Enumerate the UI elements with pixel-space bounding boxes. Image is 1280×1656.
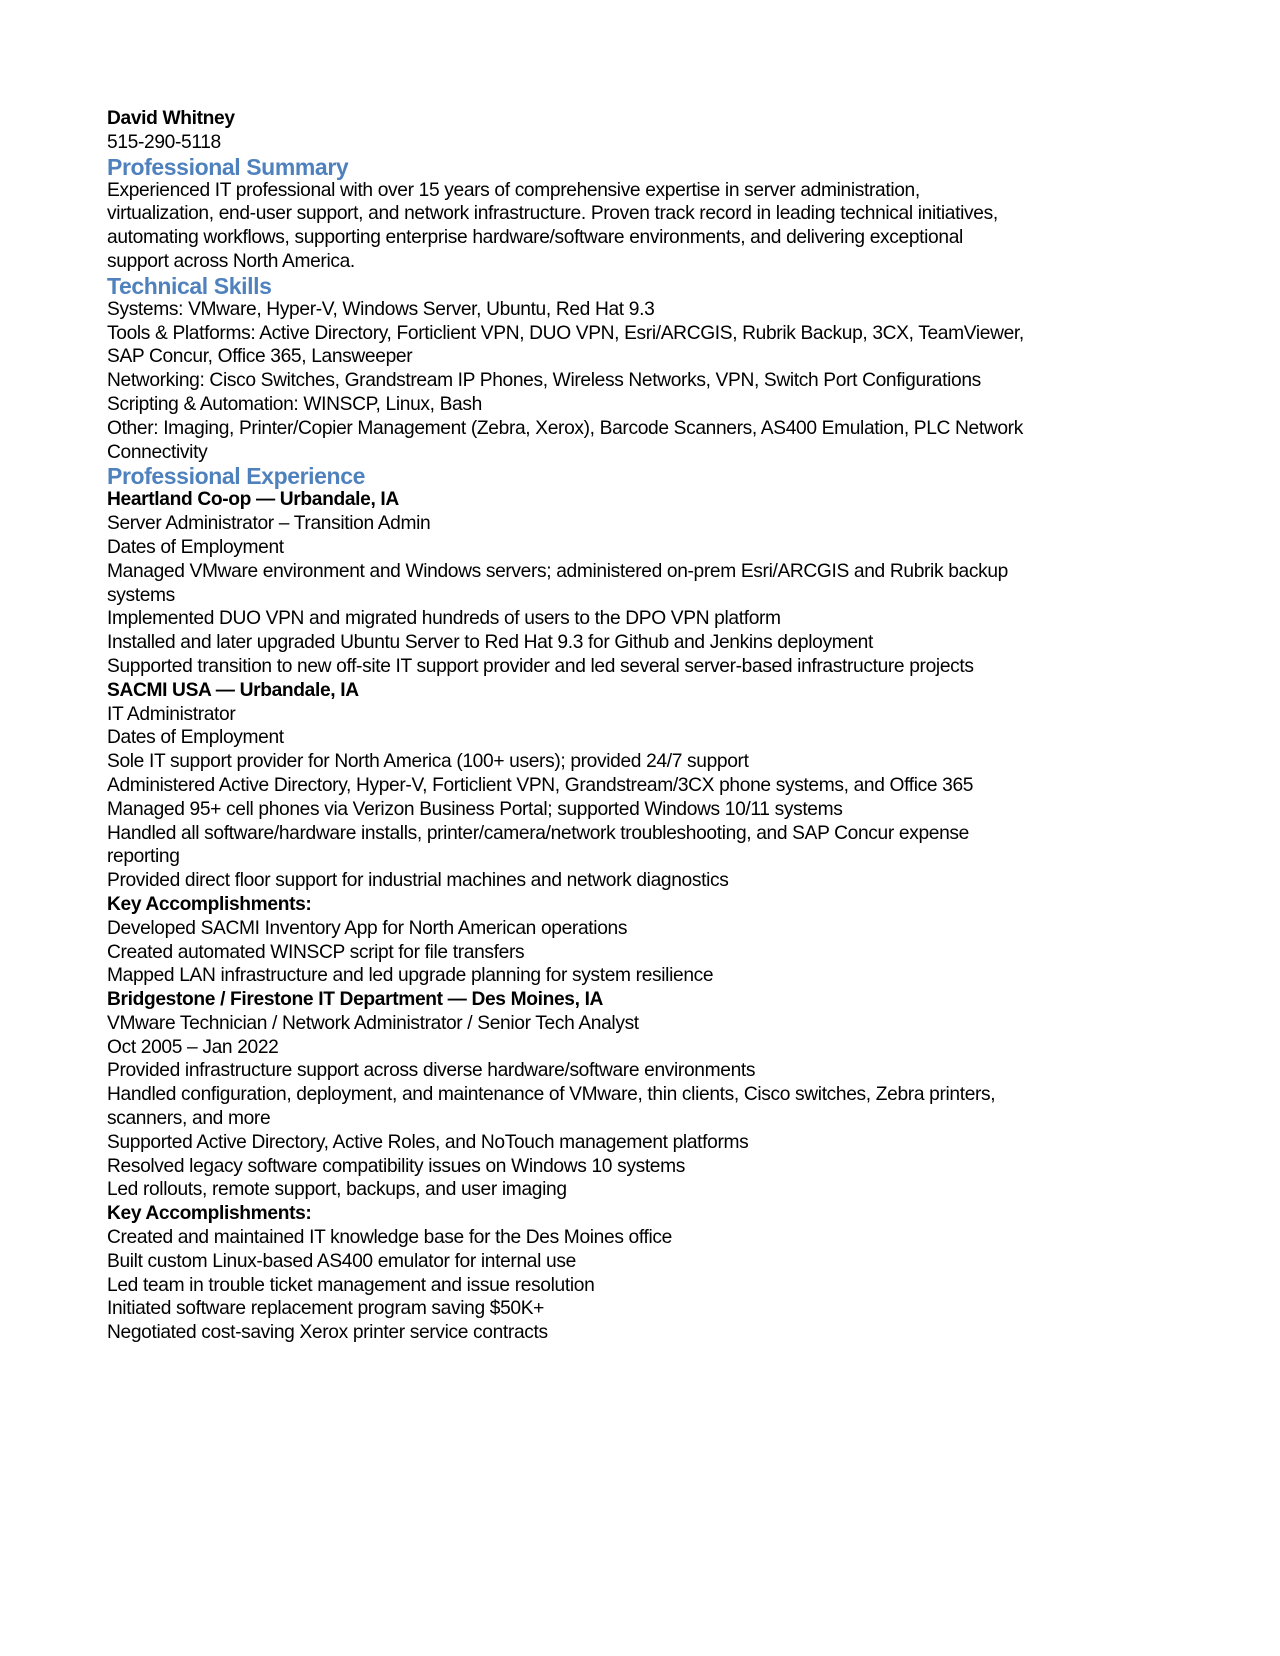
skill-line: SAP Concur, Office 365, Lansweeper bbox=[107, 346, 413, 368]
job-title: Server Administrator – Transition Admin bbox=[107, 513, 431, 535]
skill-line: Connectivity bbox=[107, 441, 208, 463]
job-duty: Implemented DUO VPN and migrated hundreds of users to the DPO VPN platform bbox=[107, 608, 781, 630]
job-dates: Oct 2005 – Jan 2022 bbox=[107, 1036, 279, 1058]
accomplishment-item: Developed SACMI Inventory App for North American operations bbox=[107, 917, 628, 939]
accomplishment-item: Led team in trouble ticket management and issue resolution bbox=[107, 1274, 595, 1296]
job-duty: Managed 95+ cell phones via Verizon Business Portal; supported Windows 10/11 systems bbox=[107, 798, 843, 820]
skill-line: Tools & Platforms: Active Directory, Forticlient VPN, DUO VPN, Esri/ARCGIS, Rubrik Backup, 3CX, TeamViewer, bbox=[107, 322, 1024, 344]
job-dates: Dates of Employment bbox=[107, 727, 284, 749]
job-duty: Handled configuration, deployment, and maintenance of VMware, thin clients, Cisco switches, Zebra printers, bbox=[107, 1084, 996, 1106]
job-sacmi bbox=[107, 679, 1107, 988]
job-heartland bbox=[107, 488, 1107, 678]
job-duty: Managed VMware environment and Windows servers; administered on-prem Esri/ARCGIS and Rubrik backup bbox=[107, 560, 1008, 582]
skill-line: Scripting & Automation: WINSCP, Linux, Bash bbox=[107, 393, 482, 415]
accomplishments-label: Key Accomplishments: bbox=[107, 1203, 312, 1225]
job-employer: SACMI USA — Urbandale, IA bbox=[107, 679, 359, 701]
job-duty: Administered Active Directory, Hyper-V, Forticlient VPN, Grandstream/3CX phone systems, and Office 365 bbox=[107, 774, 974, 796]
job-employer: Heartland Co-op — Urbandale, IA bbox=[107, 489, 399, 511]
skills-list bbox=[107, 298, 1107, 465]
job-duty: reporting bbox=[107, 846, 180, 868]
accomplishment-item: Created automated WINSCP script for file transfers bbox=[107, 941, 525, 963]
job-dates: Dates of Employment bbox=[107, 536, 284, 558]
summary-line: virtualization, end-user support, and network infrastructure. Proven track record in leading technical initiatives, bbox=[107, 203, 998, 225]
job-employer: Bridgestone / Firestone IT Department — Des Moines, IA bbox=[107, 989, 604, 1011]
job-duty: Handled all software/hardware installs, printer/camera/network troubleshooting, and SAP Concur expense bbox=[107, 822, 969, 844]
job-bridgestone bbox=[107, 988, 1107, 1345]
job-duty: Led rollouts, remote support, backups, and user imaging bbox=[107, 1179, 567, 1201]
skill-line: Networking: Cisco Switches, Grandstream IP Phones, Wireless Networks, VPN, Switch Port Configurations bbox=[107, 370, 981, 392]
section-heading-summary: Professional Summary bbox=[107, 153, 349, 180]
summary-line: support across North America. bbox=[107, 250, 355, 272]
job-duty: Provided infrastructure support across diverse hardware/software environments bbox=[107, 1060, 756, 1082]
job-duty: scanners, and more bbox=[107, 1108, 271, 1130]
job-title: VMware Technician / Network Administrator / Senior Tech Analyst bbox=[107, 1012, 639, 1034]
accomplishment-item: Created and maintained IT knowledge base for the Des Moines office bbox=[107, 1227, 672, 1249]
summary-paragraph bbox=[107, 179, 1107, 274]
job-title: IT Administrator bbox=[107, 703, 236, 725]
resume-document bbox=[107, 107, 1107, 1345]
summary-line: automating workflows, supporting enterprise hardware/software environments, and delivering exceptional bbox=[107, 227, 963, 249]
candidate-phone: 515-290-5118 bbox=[107, 131, 221, 153]
job-duty: Provided direct floor support for industrial machines and network diagnostics bbox=[107, 870, 729, 892]
job-duty: Supported Active Directory, Active Roles, and NoTouch management platforms bbox=[107, 1131, 749, 1153]
job-duty: Sole IT support provider for North America (100+ users); provided 24/7 support bbox=[107, 751, 749, 773]
summary-line: Experienced IT professional with over 15 years of comprehensive expertise in server administration, bbox=[107, 179, 920, 201]
accomplishment-item: Negotiated cost-saving Xerox printer service contracts bbox=[107, 1322, 548, 1344]
accomplishment-item: Built custom Linux-based AS400 emulator for internal use bbox=[107, 1250, 576, 1272]
candidate-name: David Whitney bbox=[107, 108, 235, 129]
accomplishment-item: Mapped LAN infrastructure and led upgrade planning for system resilience bbox=[107, 965, 714, 987]
skill-line: Other: Imaging, Printer/Copier Management (Zebra, Xerox), Barcode Scanners, AS400 Emulation, PLC Network bbox=[107, 417, 1023, 439]
job-duty: Resolved legacy software compatibility issues on Windows 10 systems bbox=[107, 1155, 686, 1177]
accomplishment-item: Initiated software replacement program saving $50K+ bbox=[107, 1298, 545, 1320]
accomplishments-label: Key Accomplishments: bbox=[107, 893, 312, 915]
job-duty: Supported transition to new off-site IT support provider and led several server-based infrastructure projects bbox=[107, 655, 974, 677]
skill-line: Systems: VMware, Hyper-V, Windows Server, Ubuntu, Red Hat 9.3 bbox=[107, 298, 655, 320]
job-duty: systems bbox=[107, 584, 175, 606]
job-duty: Installed and later upgraded Ubuntu Server to Red Hat 9.3 for Github and Jenkins deployment bbox=[107, 632, 873, 654]
section-heading-skills: Technical Skills bbox=[107, 272, 272, 299]
section-heading-experience: Professional Experience bbox=[107, 463, 365, 490]
